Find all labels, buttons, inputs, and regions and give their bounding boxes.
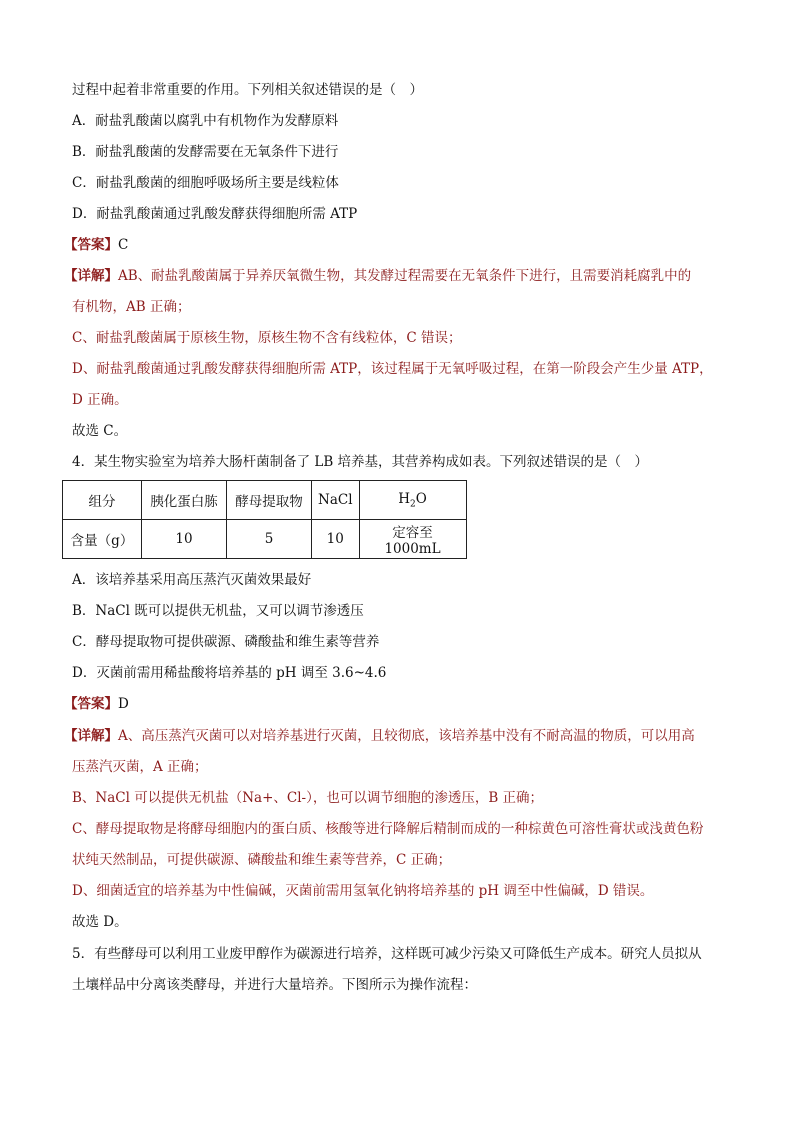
q4-detail-line-5: 状纯天然制品，可提供碳源、磷酸盐和维生素等营养，C 正确； <box>72 852 452 868</box>
q5-stem-line-2: 土壤样品中分离该类酵母，并进行大量培养。下图所示为操作流程： <box>72 977 477 993</box>
table-cell: 定容至 1000mL <box>359 520 466 559</box>
answer-tag: 【答案】 <box>64 696 118 712</box>
q4-stem: 4．某生物实验室为培养大肠杆菌制备了 LB 培养基，其营养构成如表。下列叙述错误的是（ ） <box>72 454 649 470</box>
q4-detail-line-4: C、酵母提取物是将酵母细胞内的蛋白质、核酸等进行降解后精制而成的一种棕黄色可溶性膏状或浅黄色粉 <box>72 821 704 837</box>
detail-tag: 【详解】 <box>64 728 118 744</box>
detail-text: A、高压蒸汽灭菌可以对培养基进行灭菌，且较彻底，该培养基中没有不耐高温的物质，可以用高 <box>118 728 695 744</box>
table-cell: 5 <box>227 520 312 559</box>
table-header-cell: 酵母提取物 <box>227 481 312 520</box>
q3-detail-line-2: 有机物，AB 正确； <box>72 299 191 315</box>
answer-value: D <box>118 696 129 712</box>
q4-option-a: A．该培养基采用高压蒸汽灭菌效果最好 <box>72 572 312 588</box>
table-header-cell: NaCl <box>312 481 360 520</box>
table-header-cell: 组分 <box>63 481 142 520</box>
q4-option-c: C．酵母提取物可提供碳源、磷酸盐和维生素等营养 <box>72 634 380 650</box>
detail-text: AB、耐盐乳酸菌属于异养厌氧微生物，其发酵过程需要在无氧条件下进行，且需要消耗腐乳中的 <box>118 268 692 284</box>
nutrient-table <box>62 480 467 559</box>
q3-stem-continued: 过程中起着非常重要的作用。下列相关叙述错误的是（ ） <box>72 82 423 98</box>
detail-tag: 【详解】 <box>64 268 118 284</box>
q4-option-d: D．灭菌前需用稀盐酸将培养基的 pH 调至 3.6~4.6 <box>72 665 387 681</box>
q4-detail-line-2: 压蒸汽灭菌，A 正确； <box>72 759 208 775</box>
q4-conclusion: 故选 D。 <box>72 914 128 930</box>
q3-option-b: B．耐盐乳酸菌的发酵需要在无氧条件下进行 <box>72 144 339 160</box>
table-row <box>63 481 467 520</box>
answer-tag: 【答案】 <box>64 237 118 253</box>
q4-option-b: B．NaCl 既可以提供无机盐，又可以调节渗透压 <box>72 603 364 619</box>
q3-option-c: C．耐盐乳酸菌的细胞呼吸场所主要是线粒体 <box>72 175 339 191</box>
table-row-label: 含量（g） <box>63 520 142 559</box>
table-cell: 10 <box>312 520 360 559</box>
q5-stem-line-1: 5．有些酵母可以利用工业废甲醇作为碳源进行培养，这样既可减少污染又可降低生产成本。研究人员拟从 <box>72 946 702 962</box>
answer-value: C <box>118 237 129 253</box>
q3-answer <box>64 235 128 255</box>
q4-answer <box>64 694 129 714</box>
table-cell: 10 <box>142 520 227 559</box>
table-row <box>63 520 467 559</box>
q3-detail-line-3: C、耐盐乳酸菌属于原核生物，原核生物不含有线粒体，C 错误； <box>72 330 462 346</box>
q4-detail-line-3: B、NaCl 可以提供无机盐（Na+、Cl-），也可以调节细胞的渗透压，B 正确； <box>72 790 544 806</box>
q3-detail-line-4: D、耐盐乳酸菌通过乳酸发酵获得细胞所需 ATP，该过程属于无氧呼吸过程，在第一阶段会产生少量 ATP， <box>72 361 713 377</box>
q4-detail-line-1 <box>64 726 695 746</box>
q3-option-d: D．耐盐乳酸菌通过乳酸发酵获得细胞所需 ATP <box>72 206 358 222</box>
q3-option-a: A．耐盐乳酸菌以腐乳中有机物作为发酵原料 <box>72 113 339 129</box>
q3-conclusion: 故选 C。 <box>72 423 128 439</box>
table-header-cell: 胰化蛋白胨 <box>142 481 227 520</box>
table-header-cell-h2o: $H_2O$ <box>359 481 466 520</box>
q3-detail-line-1 <box>64 266 691 286</box>
q3-detail-line-5: D 正确。 <box>72 392 128 408</box>
q4-detail-line-6: D、细菌适宜的培养基为中性偏碱，灭菌前需用氢氧化钠将培养基的 pH 调至中性偏碱，D 错误。 <box>72 883 654 899</box>
